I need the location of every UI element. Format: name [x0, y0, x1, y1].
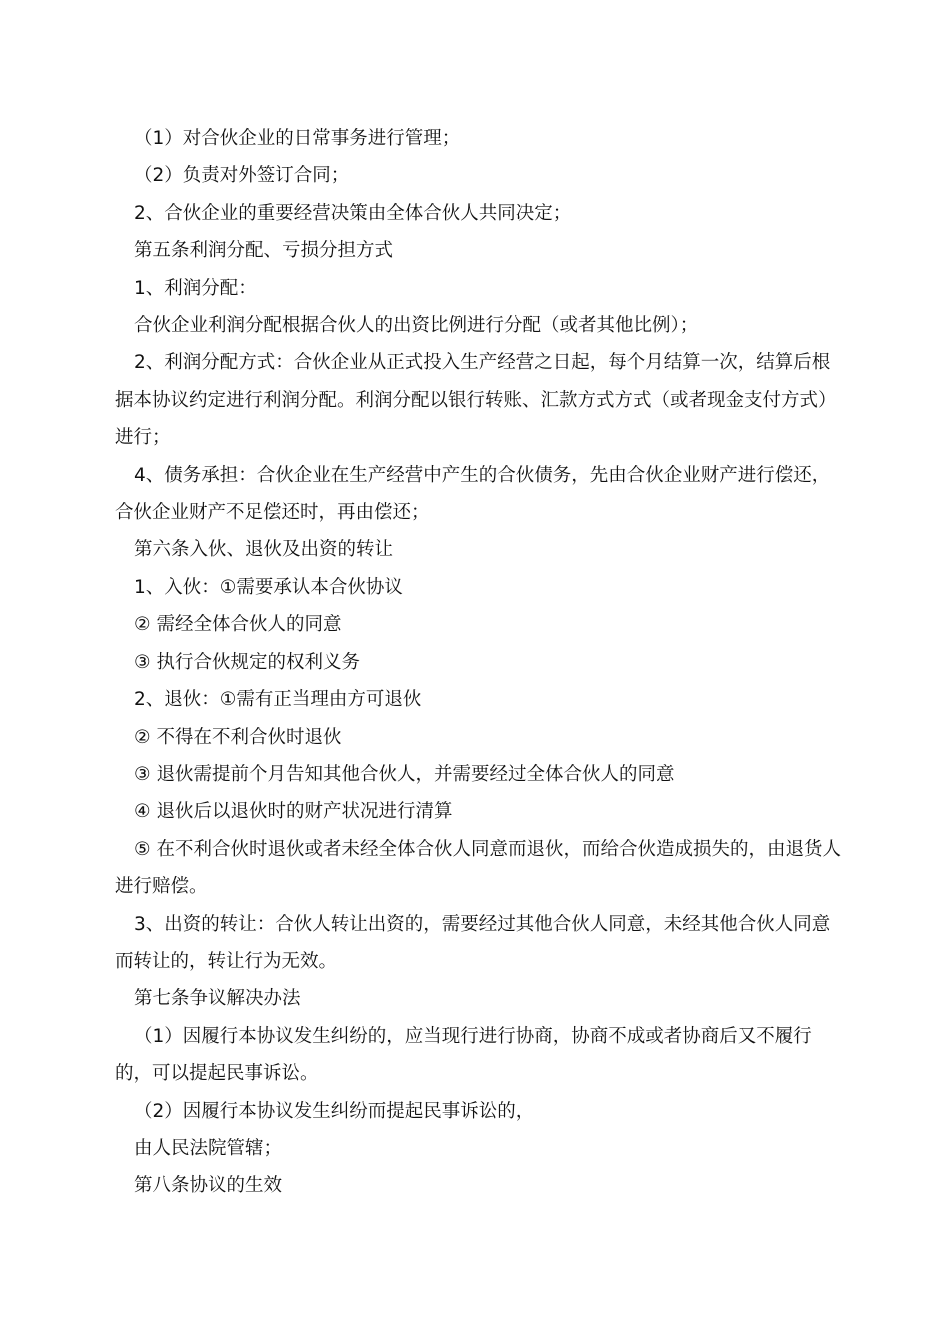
paragraph-withdrawal-5: ⑤ 在不利合伙时退伙或者未经全体合伙人同意而退伙，而给合伙造成损失的，由退货人进行赔偿。 — [115, 838, 841, 898]
paragraph-admission-3: ③ 执行合伙规定的权利义务 — [134, 651, 360, 673]
paragraph-capital-transfer: 3、出资的转让：合伙人转让出资的，需要经过其他合伙人同意，未经其他合伙人同意而转让的，转让行为无效。 — [115, 913, 831, 972]
paragraph-withdrawal-3: ③ 退伙需提前个月告知其他合伙人，并需要经过全体合伙人的同意 — [134, 763, 675, 785]
paragraph-profit-distribution-ratio: 合伙企业利润分配根据合伙人的出资比例进行分配（或者其他比例）； — [134, 315, 699, 337]
paragraph-profit-distribution-method: 2、利润分配方式：合伙企业从正式投入生产经营之日起，每个月结算一次，结算后根据本协议约定进行利润分配。利润分配以银行转账、汇款方式方式（或者现金支付方式）进行； — [115, 352, 837, 449]
paragraph-admission-2: ② 需经全体合伙人的同意 — [134, 614, 342, 636]
paragraph-admission-1: 1、入伙：①需要承认本合伙协议 — [134, 576, 403, 598]
document-body — [115, 120, 845, 1205]
paragraph-court-jurisdiction: 由人民法院管辖； — [134, 1137, 283, 1159]
paragraph-debt-bearing: 4、债务承担：合伙企业在生产经营中产生的合伙债务，先由合伙企业财产进行偿还，合伙企业财产不足偿还时，再由偿还； — [115, 464, 831, 524]
paragraph-withdrawal-4: ④ 退伙后以退伙时的财产状况进行清算 — [134, 801, 453, 823]
paragraph-dispute-negotiation: （1）因履行本协议发生纠纷的，应当现行进行协商，协商不成或者协商后又不履行的，可以提起民事诉讼。 — [115, 1025, 812, 1085]
article-8-heading: 第八条协议的生效 — [134, 1175, 283, 1197]
paragraph-profit-distribution-label: 1、利润分配： — [134, 277, 257, 299]
article-7-heading: 第七条争议解决办法 — [134, 988, 301, 1010]
paragraph-major-decisions: 2、合伙企业的重要经营决策由全体合伙人共同决定； — [134, 202, 572, 224]
paragraph-sign-contracts: （2）负责对外签订合同； — [134, 165, 350, 187]
article-6-heading: 第六条入伙、退伙及出资的转让 — [134, 539, 394, 561]
paragraph-withdrawal-2: ② 不得在不利合伙时退伙 — [134, 726, 342, 748]
article-5-heading: 第五条利润分配、亏损分担方式 — [134, 240, 394, 262]
paragraph-daily-management: （1）对合伙企业的日常事务进行管理； — [134, 128, 461, 149]
paragraph-dispute-litigation: （2）因履行本协议发生纠纷而提起民事诉讼的， — [134, 1100, 535, 1122]
paragraph-withdrawal-1: 2、退伙：①需有正当理由方可退伙 — [134, 689, 422, 711]
